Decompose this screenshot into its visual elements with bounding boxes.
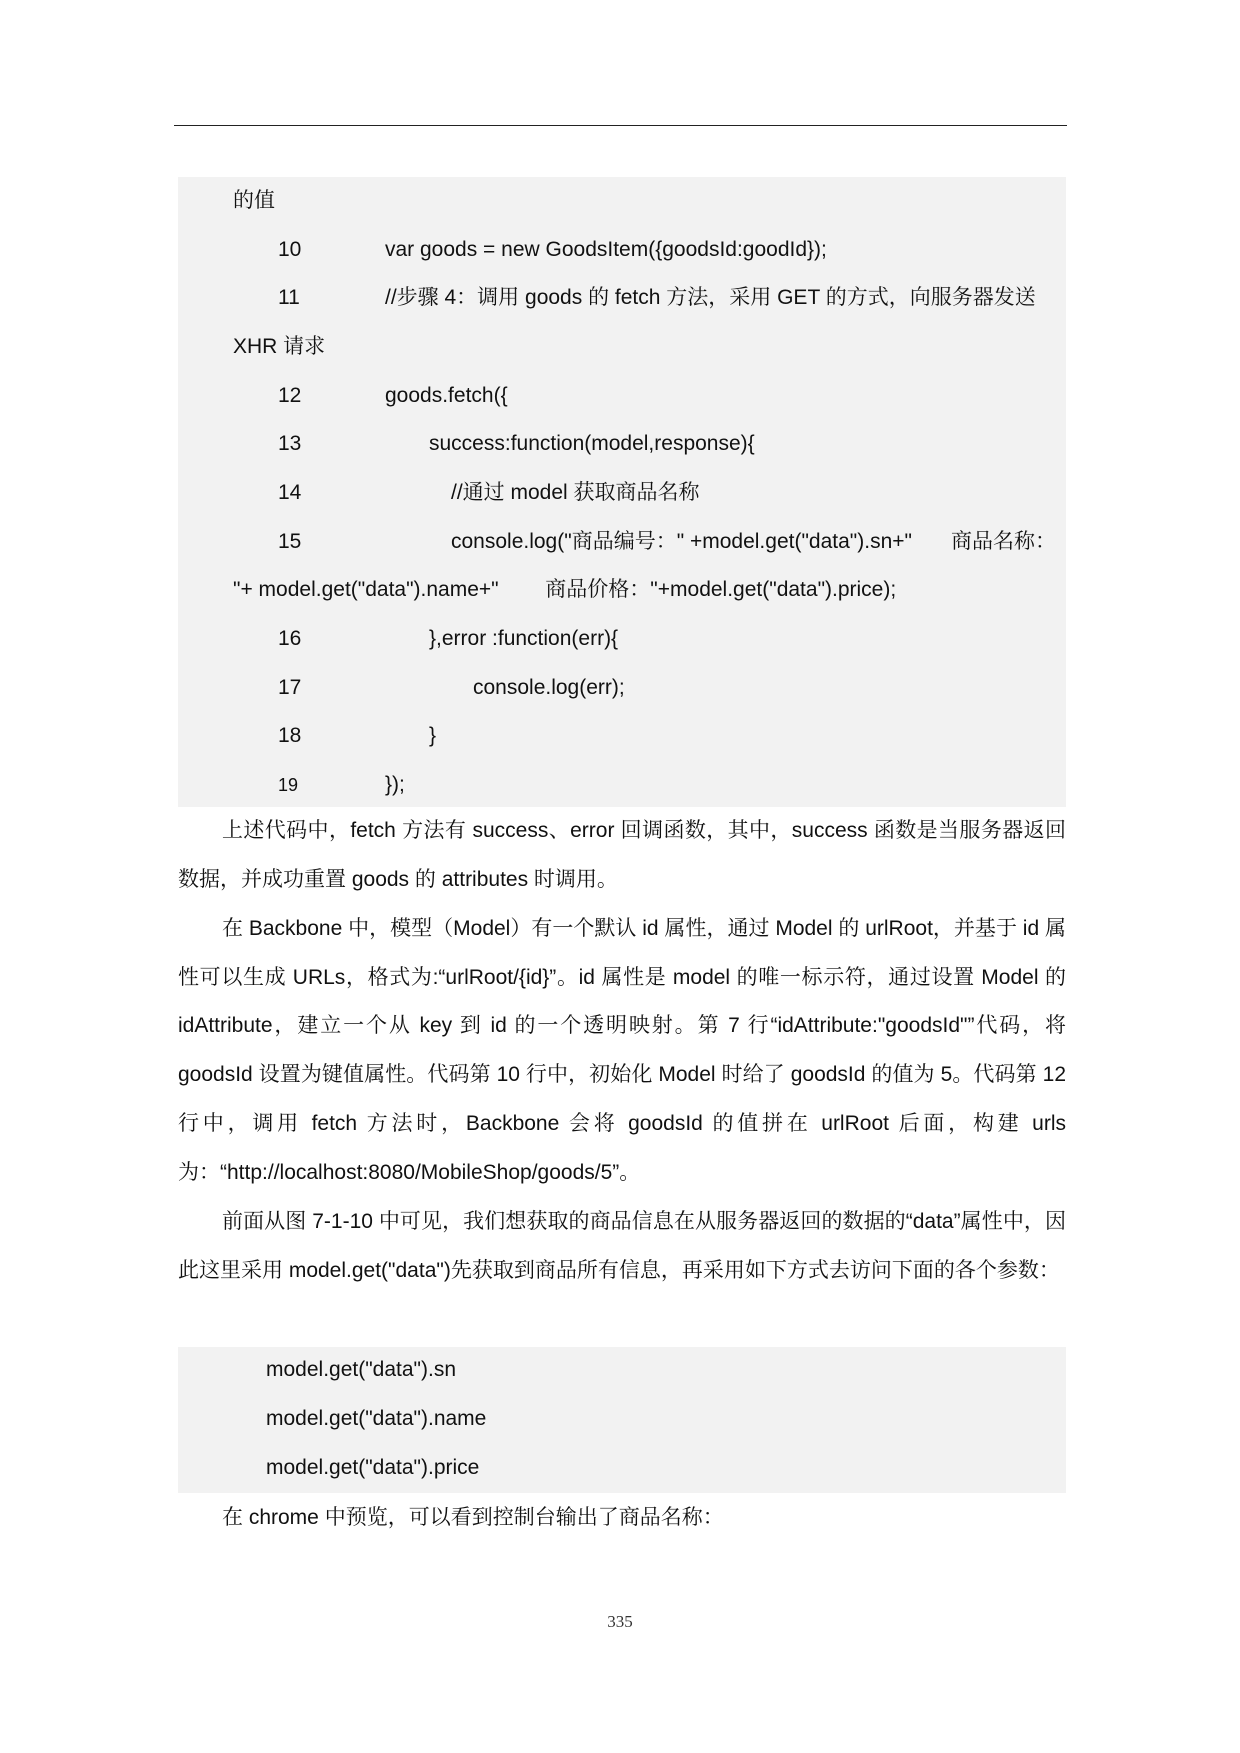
code-line-13 (178, 429, 1066, 459)
code-text: },error :function(err){ (429, 627, 619, 650)
code-text: success:function(model,response){ (429, 432, 755, 455)
line-number: 11 (278, 286, 300, 309)
code-line-16 (178, 624, 1066, 654)
code-line-14 (178, 478, 1066, 508)
code-line: model.get("data").price (266, 1456, 480, 1479)
line-number: 10 (278, 238, 302, 261)
line-number: 12 (278, 384, 302, 407)
code-line: model.get("data").name (266, 1407, 487, 1430)
code-text-head: console.log("商品编号：" +model.get("data").sn+" (451, 530, 912, 553)
code-line-18 (178, 721, 1066, 751)
code-line-15 (178, 527, 1066, 557)
line-number: 13 (278, 432, 302, 455)
code-line-19 (178, 770, 1066, 800)
line-number: 16 (278, 627, 302, 650)
code-line-12 (178, 381, 1066, 411)
code-line-10 (178, 235, 1066, 265)
line-number: 19 (278, 775, 299, 795)
code-line-continuation (178, 575, 1066, 605)
line-number: 18 (278, 724, 302, 747)
code-line-continuation (178, 186, 1066, 216)
code-line-17 (178, 673, 1066, 703)
body-paragraph: 前面从图 7-1-10 中可见，我们想获取的商品信息在从服务器返回的数据的“data”属性中，因此这里采用 model.get("data")先获取到商品所有信息，再采用如下方式去访问下面的各个参数： (178, 1210, 1066, 1282)
code-block (178, 177, 1066, 807)
code-text: "+ model.get("data").name+" 商品价格："+model.get("data").price); (233, 578, 897, 601)
code-text: goods.fetch({ (385, 384, 508, 407)
code-text: 的值 (233, 189, 275, 212)
code-block-2 (178, 1347, 1066, 1493)
code-line-continuation (178, 332, 1066, 362)
code-text: //通过 model 获取商品名称 (451, 481, 700, 504)
code-text: var goods = new GoodsItem({goodsId:goodId}); (385, 238, 827, 261)
trailing-paragraph: 在 chrome 中预览，可以看到控制台输出了商品名称： (222, 1506, 724, 1529)
page-number: 335 (607, 1612, 633, 1631)
code-line: model.get("data").sn (266, 1358, 457, 1381)
body-paragraph: 在 Backbone 中，模型（Model）有一个默认 id 属性，通过 Model 的 urlRoot，并基于 id 属性可以生成 URLs，格式为:“urlRoot/{id}”。id 属性是 model 的唯一标示符，通过设置 Model 的 idAttribute，建立一个从 key 到 id 的一个透明映射。第 7 行“idAttribute:"goodsId"”代码，将 goodsId 设置为键值属性。代码第 10 行中，初始化 Model 时给了 goodsId 的值为 5。代码第 12 行中，调用 fetch 方法时，Backbone 会将 goodsId 的值拼在 urlRoot 后面，构建 urls 为：“http://localhost:8080/MobileShop/goods/5”。 (178, 917, 1066, 1184)
code-line-11 (178, 283, 1066, 313)
line-number: 15 (278, 530, 302, 553)
code-text (451, 527, 1056, 557)
code-text: }); (385, 773, 405, 796)
code-text: } (429, 724, 437, 747)
body-paragraph: 上述代码中，fetch 方法有 success、error 回调函数，其中，success 函数是当服务器返回数据，并成功重置 goods 的 attributes 时调用。 (178, 819, 1066, 891)
code-text: XHR 请求 (233, 335, 326, 358)
line-number: 17 (278, 676, 302, 699)
code-text-tail: 商品名称： (951, 530, 1056, 553)
code-text: console.log(err); (473, 676, 625, 699)
header-rule (174, 125, 1067, 126)
line-number: 14 (278, 481, 302, 504)
code-text: //步骤 4：调用 goods 的 fetch 方法，采用 GET 的方式，向服务器发送 (385, 286, 1036, 309)
